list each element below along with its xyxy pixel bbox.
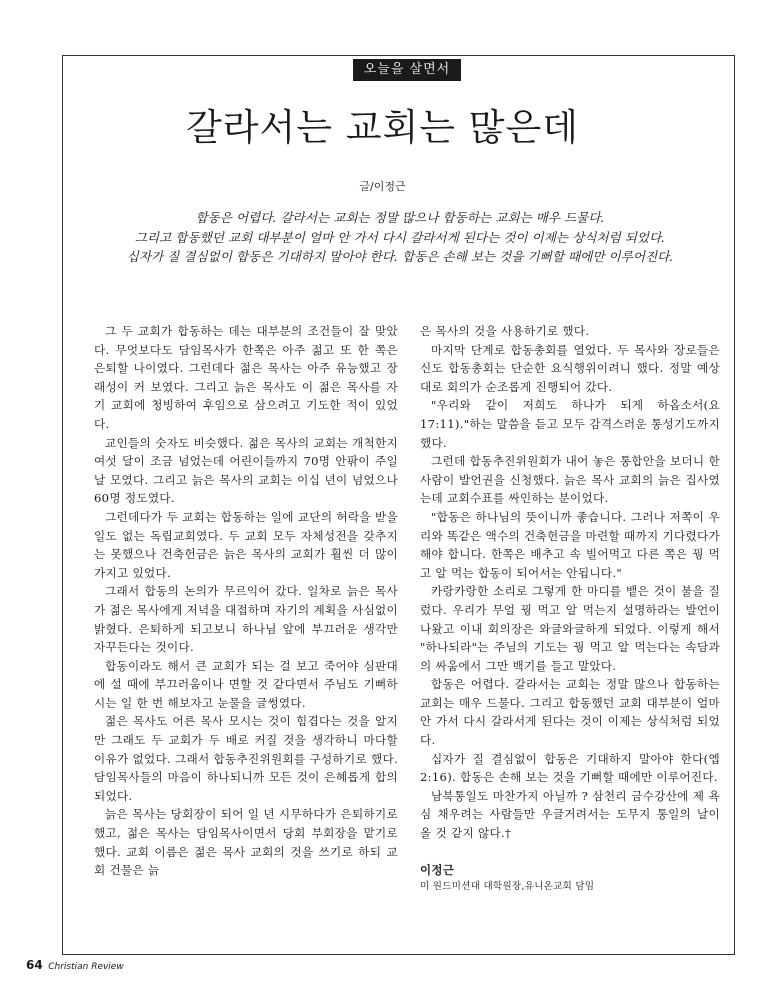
section-tag: 오늘을 살면서	[353, 59, 461, 81]
magazine-name: Christian Review	[48, 962, 124, 972]
lead-summary	[80, 208, 720, 267]
paragraph: 은 목사의 것을 사용하기로 했다.	[420, 324, 590, 338]
lead-line: 그리고 합동했던 교회 대부분이 얼마 안 가서 다시 갈라서게 된다는 것이 이제는 상식처럼 되었다.	[134, 229, 666, 245]
author-block	[420, 861, 720, 895]
author-name: 이정근	[420, 862, 455, 877]
paragraph: "우리와 같이 저희도 하나가 되게 하옵소서(요17:11)."하는 말씀을 듣고 모두 감격스러운 통성기도까지 했다.	[420, 398, 720, 450]
paragraph: 젊은 목사도 어른 목사 모시는 것이 힘겹다는 것을 알지만 그래도 두 교회가 두 배로 커질 것을 생각하니 마다할 이유가 없었다. 그래서 합동추진위원회를 구성하기로 했다. 담임목사들의 마음이 하나되니까 모든 것이 은혜롭게 합의되었다.	[94, 714, 398, 803]
lead-line: 합동은 어렵다. 갈라서는 교회는 정말 많으나 합동하는 교회는 매우 드물다.	[195, 210, 605, 225]
paragraph: 카랑카랑한 소리로 그렇게 한 마디를 뱉은 것이 불을 질렀다. 우리가 무얼 꿩 먹고 알 먹는지 설명하라는 발언이 나왔고 이내 회의장은 와글와글하게 되었다. 이렇게 해서 "하나되라"는 주님의 기도는 꿩 먹고 알 먹는다는 속담과의 싸움에서 그만 백기를 들고 말았다.	[420, 584, 720, 673]
paragraph: 그 두 교회가 합동하는 데는 대부분의 조건들이 잘 맞았다. 무엇보다도 담임목사가 한쪽은 아주 젊고 또 한 쪽은 은퇴할 나이였다. 그런데다 젊은 목사는 아주 유능했고 장래성이 커 보였다. 그리고 늙은 목사도 이 젊은 목사를 자기 교회에 청빙하여 후임으로 삼으려고 기도한 적이 있었다.	[94, 324, 398, 431]
paragraph: 그런데 합동추진위원회가 내어 놓은 통합안을 보더니 한 사람이 발언권을 신청했다. 늙은 목사 교회의 늙은 집사였는데 교회수표를 싸인하는 분이었다.	[420, 454, 720, 506]
paragraph: 합동이라도 해서 큰 교회가 되는 걸 보고 죽어야 심판대에 설 때에 부끄러움이나 면할 것 같다면서 주님도 기뻐하시는 일 한 번 해보자고 눈물을 글썽였다.	[94, 658, 398, 710]
page-footer	[26, 958, 124, 972]
paragraph: 그래서 합동의 논의가 무르익어 갔다. 일차로 늙은 목사가 젊은 목사에게 저녁을 대접하며 자기의 계획을 사심없이 밝혔다. 은퇴하게 되고보니 하나님 앞에 부끄러운 생각만 자꾸든다는 것이다.	[94, 584, 398, 655]
lead-line: 십자가 질 결심없이 합동은 기대하지 말아야 한다. 합동은 손해 보는 것을 기뻐할 때에만 이루어진다.	[126, 249, 674, 264]
paragraph: 늙은 목사는 당회장이 되어 일 년 시무하다가 은퇴하기로 했고, 젊은 목사는 담임목사이면서 당회 부회장을 맡기로 했다. 교회 이름은 젊은 목사 교회의 것을 쓰기로 하되 교회 건물은 늙	[94, 807, 398, 878]
page-number: 64	[26, 958, 43, 972]
paragraph: 합동은 어렵다. 갈라서는 교회는 정말 많으나 합동하는 교회는 매우 드물다. 그리고 합동했던 교회 대부분이 얼마 안 가서 다시 갈라서게 된다는 것이 이제는 상식처럼 되었다.	[420, 677, 720, 748]
left-column	[94, 322, 398, 880]
article-title: 갈라서는 교회는 많은데	[186, 106, 579, 149]
byline: 글/이정근	[359, 180, 406, 193]
right-column	[420, 322, 720, 895]
paragraph: 마지막 단계로 합동총회를 열었다. 두 목사와 장로들은 신도 합동총회는 단순한 요식행위이려니 했다. 정말 예상대로 회의가 순조롭게 진행되어 갔다.	[420, 342, 720, 394]
paragraph: 그런데다가 두 교회는 합동하는 일에 교단의 허락을 받을 일도 없는 독립교회였다. 두 교회 모두 자체성전을 갖추지는 못했으나 건축헌금은 늙은 목사의 교회가 훨씬 더 많이 가지고 있었다.	[94, 509, 398, 580]
paragraph: "합동은 하나님의 뜻이니까 좋습니다. 그러나 저쪽이 우리와 똑같은 액수의 건축헌금을 마련할 때까지 기다렸다가 해야 합니다. 한쪽은 배추고 속 빌어먹고 다른 쪽은 꿩 먹고 알 먹는 합동이 되어서는 안됩니다."	[420, 509, 720, 580]
author-info: 미 원드미션대 대학원장,유니온교회 담임	[420, 880, 595, 892]
paragraph: 교인들의 숫자도 비슷했다. 젊은 목사의 교회는 개척한지 여섯 달이 조금 넘었는데 어린이들까지 70명 안팎이 주일날 모였다. 그리고 늙은 목사의 교회는 이십 년이 넘었으나 60명 정도였다.	[94, 435, 398, 506]
paragraph: 남북통일도 마찬가지 아닐까 ? 삼천리 금수강산에 제 욕심 채우려는 사람들만 우글거려서는 도무지 통일의 날이 올 것 같지 않다.†	[420, 788, 720, 841]
paragraph: 십자가 질 결심없이 합동은 기대하지 말아야 한다(엡2:16). 합동은 손해 보는 것을 기뻐할 때에만 이루어진다.	[420, 751, 720, 785]
